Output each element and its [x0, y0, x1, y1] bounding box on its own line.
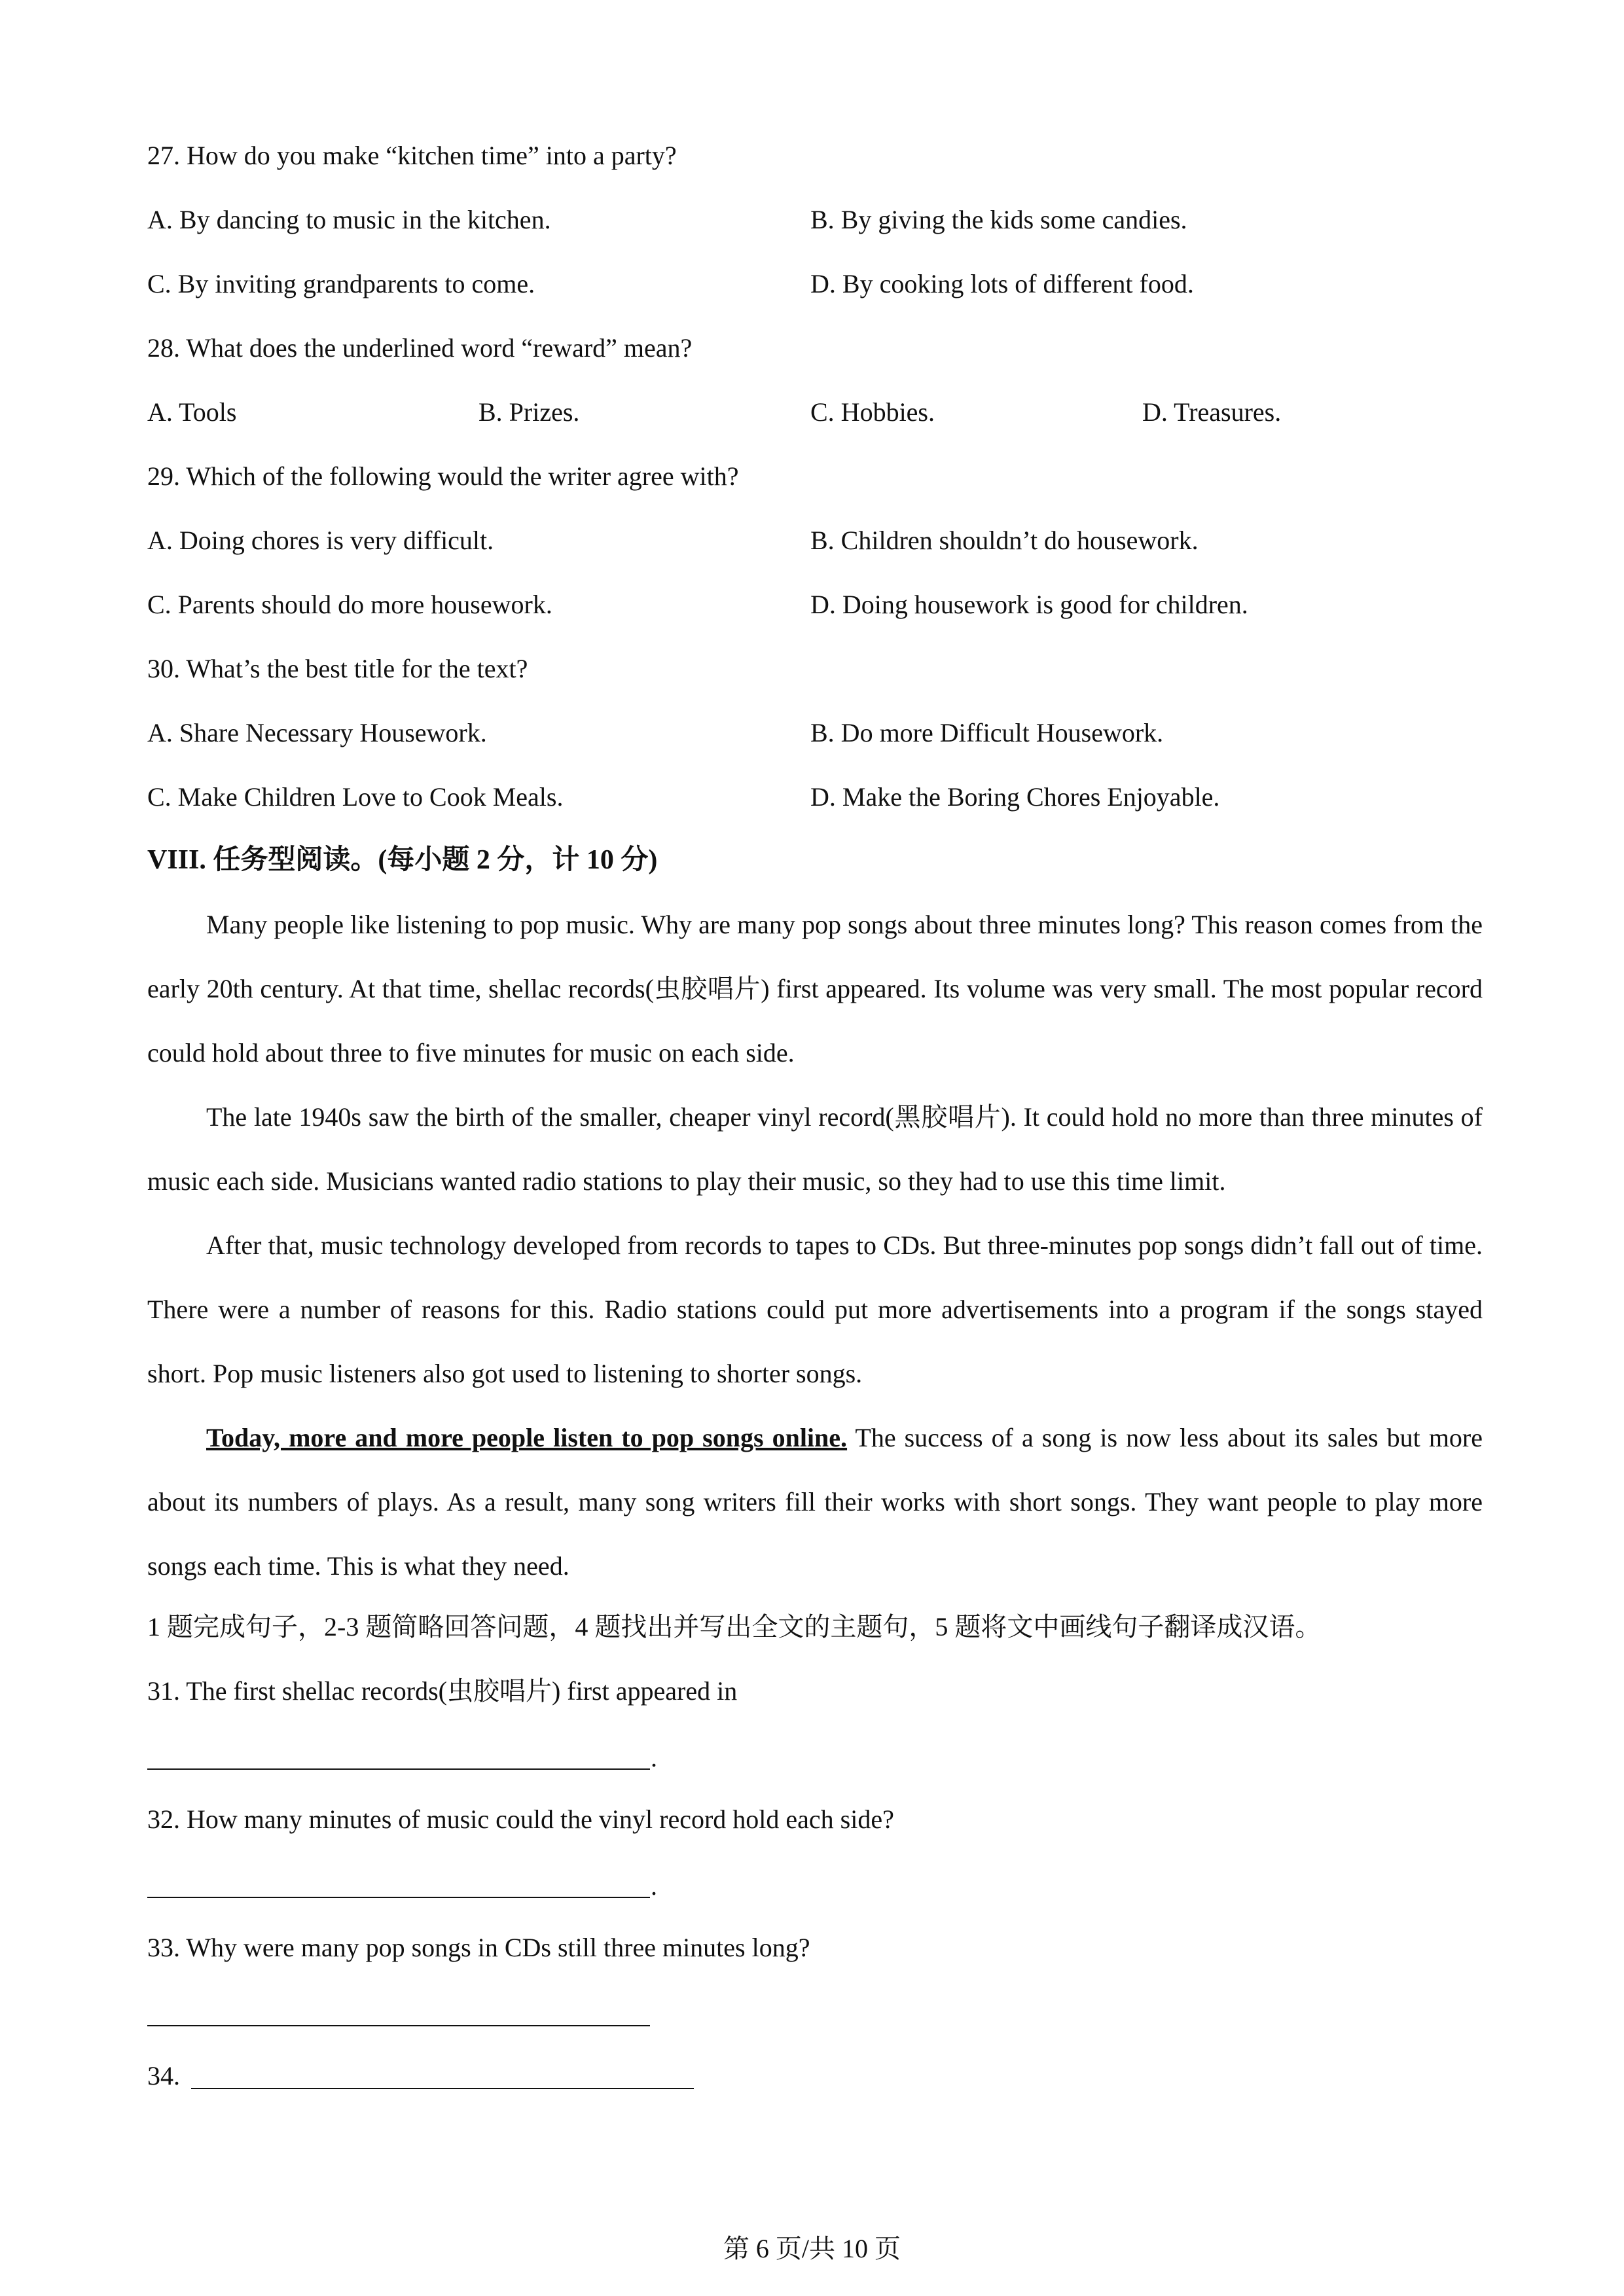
q34-answer-line[interactable] — [191, 2088, 694, 2089]
q31-answer-line[interactable] — [147, 1768, 650, 1770]
q28-stem: 28. What does the underlined word “reward” mean? — [147, 333, 693, 363]
q29-option-d: D. Doing housework is good for children. — [810, 590, 1248, 619]
q29-option-b: B. Children shouldn’t do housework. — [810, 526, 1199, 555]
paragraph-4-rest: The success of a song is now less about its sales but more about its numbers of plays. As a result, many song writers fill their works with short songs. They want people to play more songs each time. This is what they need. — [147, 1423, 1483, 1581]
task-instructions: 1 题完成句子，2-3 题简略回答问题，4 题找出并写出全文的主题句，5 题将文中画线句子翻译成汉语。 — [147, 1612, 1322, 1641]
q30-option-b: B. Do more Difficult Housework. — [810, 718, 1164, 747]
q32-period: . — [651, 1871, 657, 1901]
q27-option-a: A. By dancing to music in the kitchen. — [147, 205, 551, 234]
q32-stem: 32. How many minutes of music could the vinyl record hold each side? — [147, 1804, 894, 1834]
passage-paragraph-1: Many people like listening to pop music. Why are many pop songs about three minutes long? This reason comes from the early 20th century. At that time, shellac records(虫胶唱片) first appeared. Its volume was very small. The most popular record could hold about three to five minutes for music on each side. — [147, 910, 1483, 1067]
reading-passage — [147, 893, 1483, 1598]
q33-stem: 33. Why were many pop songs in CDs still three minutes long? — [147, 1933, 810, 1962]
underlined-sentence: Today, more and more people listen to pop songs online. — [206, 1423, 848, 1452]
q29-option-c: C. Parents should do more housework. — [147, 590, 552, 619]
section-heading: VIII. 任务型阅读。(每小题 2 分，计 10 分) — [147, 845, 658, 875]
q27-option-c: C. By inviting grandparents to come. — [147, 269, 535, 298]
q30-option-a: A. Share Necessary Housework. — [147, 718, 487, 747]
q33-answer-line[interactable] — [147, 2025, 650, 2026]
q27-option-d: D. By cooking lots of different food. — [810, 269, 1194, 298]
q30-option-c: C. Make Children Love to Cook Meals. — [147, 782, 564, 812]
passage-paragraph-2: The late 1940s saw the birth of the smaller, cheaper vinyl record(黑胶唱片). It could hold no more than three minutes of music each side. Musicians wanted radio stations to play their music, so they had to use this time limit. — [147, 1102, 1483, 1196]
q28-option-b: B. Prizes. — [478, 397, 580, 427]
q27-stem: 27. How do you make “kitchen time” into a party? — [147, 141, 677, 170]
q27-option-b: B. By giving the kids some candies. — [810, 205, 1187, 234]
q29-stem: 29. Which of the following would the writer agree with? — [147, 461, 739, 491]
q29-option-a: A. Doing chores is very difficult. — [147, 526, 494, 555]
q28-option-a: A. Tools — [147, 397, 237, 427]
passage-paragraph-4 — [147, 1406, 1483, 1598]
q30-stem: 30. What’s the best title for the text? — [147, 654, 528, 683]
passage-paragraph-3: After that, music technology developed from records to tapes to CDs. But three-minutes pop songs didn’t fall out of time. There were a number of reasons for this. Radio stations could put more advertisements into a program if the songs stayed short. Pop music listeners also got used to listening to shorter songs. — [147, 1230, 1483, 1388]
q28-option-c: C. Hobbies. — [810, 397, 935, 427]
q31-period: . — [651, 1743, 657, 1772]
q28-option-d: D. Treasures. — [1142, 397, 1282, 427]
page-footer: 第 6 页/共 10 页 — [723, 2234, 901, 2263]
q30-option-d: D. Make the Boring Chores Enjoyable. — [810, 782, 1220, 812]
q31-stem: 31. The first shellac records(虫胶唱片) first appeared in — [147, 1676, 738, 1706]
q32-answer-line[interactable] — [147, 1897, 650, 1898]
q34-label: 34. — [147, 2061, 180, 2090]
